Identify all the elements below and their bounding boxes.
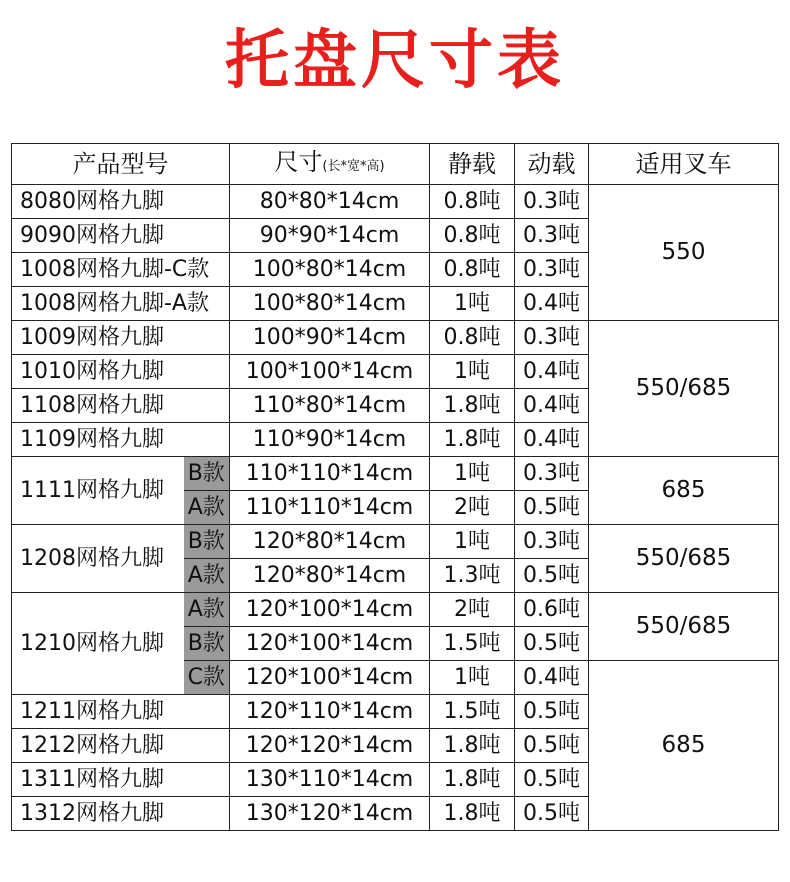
model-cell: 1008网格九脚-A款 (12, 287, 230, 321)
forklift-cell: 685 (589, 661, 779, 831)
model-cell: 1212网格九脚 (12, 729, 230, 763)
model-cell: 1211网格九脚 (12, 695, 230, 729)
dynamic-load-cell: 0.5吨 (515, 491, 589, 525)
model-cell: 8080网格九脚 (12, 185, 230, 219)
forklift-cell: 685 (589, 457, 779, 525)
header-row (12, 144, 779, 185)
model-cell: 1311网格九脚 (12, 763, 230, 797)
static-load-cell: 1.5吨 (430, 627, 515, 661)
size-cell: 110*110*14cm (230, 457, 430, 491)
table-row (12, 457, 779, 491)
dynamic-load-cell: 0.4吨 (515, 661, 589, 695)
table-row (12, 185, 779, 219)
dynamic-load-cell: 0.4吨 (515, 389, 589, 423)
static-load-cell: 1吨 (430, 525, 515, 559)
table-row (12, 593, 779, 627)
size-cell: 100*100*14cm (230, 355, 430, 389)
variant-badge: B款 (184, 525, 230, 559)
dynamic-load-cell: 0.4吨 (515, 423, 589, 457)
dynamic-load-cell: 0.5吨 (515, 559, 589, 593)
model-cell: 1109网格九脚 (12, 423, 230, 457)
model-cell: 9090网格九脚 (12, 219, 230, 253)
size-cell: 120*100*14cm (230, 661, 430, 695)
static-load-cell: 1吨 (430, 355, 515, 389)
header-size-note: (长*宽*高) (322, 158, 385, 174)
dynamic-load-cell: 0.3吨 (515, 457, 589, 491)
table-row (12, 321, 779, 355)
model-cell: 1009网格九脚 (12, 321, 230, 355)
dynamic-load-cell: 0.5吨 (515, 627, 589, 661)
forklift-cell: 550/685 (589, 321, 779, 457)
dynamic-load-cell: 0.4吨 (515, 287, 589, 321)
dynamic-load-cell: 0.6吨 (515, 593, 589, 627)
forklift-cell: 550 (589, 185, 779, 321)
dynamic-load-cell: 0.5吨 (515, 797, 589, 831)
variant-badge: B款 (184, 627, 230, 661)
static-load-cell: 1吨 (430, 661, 515, 695)
size-cell: 120*100*14cm (230, 627, 430, 661)
static-load-cell: 1.8吨 (430, 729, 515, 763)
size-cell: 80*80*14cm (230, 185, 430, 219)
model-cell: 1312网格九脚 (12, 797, 230, 831)
variant-badge: B款 (184, 457, 230, 491)
size-cell: 100*80*14cm (230, 253, 430, 287)
static-load-cell: 1吨 (430, 457, 515, 491)
variant-badge: C款 (184, 661, 230, 695)
size-cell: 120*120*14cm (230, 729, 430, 763)
model-cell: 1210网格九脚 (12, 593, 184, 695)
model-cell: 1010网格九脚 (12, 355, 230, 389)
size-cell: 110*80*14cm (230, 389, 430, 423)
pallet-size-table (11, 143, 779, 831)
dynamic-load-cell: 0.4吨 (515, 355, 589, 389)
header-size (230, 144, 430, 185)
forklift-cell: 550/685 (589, 593, 779, 661)
dynamic-load-cell: 0.5吨 (515, 695, 589, 729)
dynamic-load-cell: 0.5吨 (515, 763, 589, 797)
size-cell: 130*120*14cm (230, 797, 430, 831)
size-cell: 90*90*14cm (230, 219, 430, 253)
dynamic-load-cell: 0.3吨 (515, 253, 589, 287)
static-load-cell: 1.8吨 (430, 423, 515, 457)
dynamic-load-cell: 0.3吨 (515, 185, 589, 219)
static-load-cell: 0.8吨 (430, 219, 515, 253)
variant-badge: A款 (184, 559, 230, 593)
size-cell: 110*110*14cm (230, 491, 430, 525)
static-load-cell: 1.8吨 (430, 389, 515, 423)
static-load-cell: 0.8吨 (430, 321, 515, 355)
header-size-main: 尺寸 (274, 147, 323, 176)
static-load-cell: 0.8吨 (430, 253, 515, 287)
static-load-cell: 1.8吨 (430, 797, 515, 831)
size-cell: 120*110*14cm (230, 695, 430, 729)
static-load-cell: 2吨 (430, 491, 515, 525)
size-cell: 100*90*14cm (230, 321, 430, 355)
size-cell: 130*110*14cm (230, 763, 430, 797)
variant-badge: A款 (184, 593, 230, 627)
header-model: 产品型号 (12, 144, 230, 185)
model-cell: 1208网格九脚 (12, 525, 184, 593)
static-load-cell: 1.5吨 (430, 695, 515, 729)
static-load-cell: 1.3吨 (430, 559, 515, 593)
table-row (12, 525, 779, 559)
dynamic-load-cell: 0.3吨 (515, 219, 589, 253)
static-load-cell: 0.8吨 (430, 185, 515, 219)
dynamic-load-cell: 0.5吨 (515, 729, 589, 763)
size-cell: 120*80*14cm (230, 559, 430, 593)
dynamic-load-cell: 0.3吨 (515, 525, 589, 559)
page-title: 托盘尺寸表 (225, 24, 565, 98)
static-load-cell: 2吨 (430, 593, 515, 627)
model-cell: 1108网格九脚 (12, 389, 230, 423)
static-load-cell: 1.8吨 (430, 763, 515, 797)
size-cell: 110*90*14cm (230, 423, 430, 457)
header-static-load: 静载 (430, 144, 515, 185)
variant-badge: A款 (184, 491, 230, 525)
static-load-cell: 1吨 (430, 287, 515, 321)
model-cell: 1111网格九脚 (12, 457, 184, 525)
size-cell: 120*80*14cm (230, 525, 430, 559)
dynamic-load-cell: 0.3吨 (515, 321, 589, 355)
header-dynamic-load: 动载 (515, 144, 589, 185)
forklift-cell: 550/685 (589, 525, 779, 593)
header-forklift: 适用叉车 (589, 144, 779, 185)
model-cell: 1008网格九脚-C款 (12, 253, 230, 287)
size-cell: 100*80*14cm (230, 287, 430, 321)
size-cell: 120*100*14cm (230, 593, 430, 627)
